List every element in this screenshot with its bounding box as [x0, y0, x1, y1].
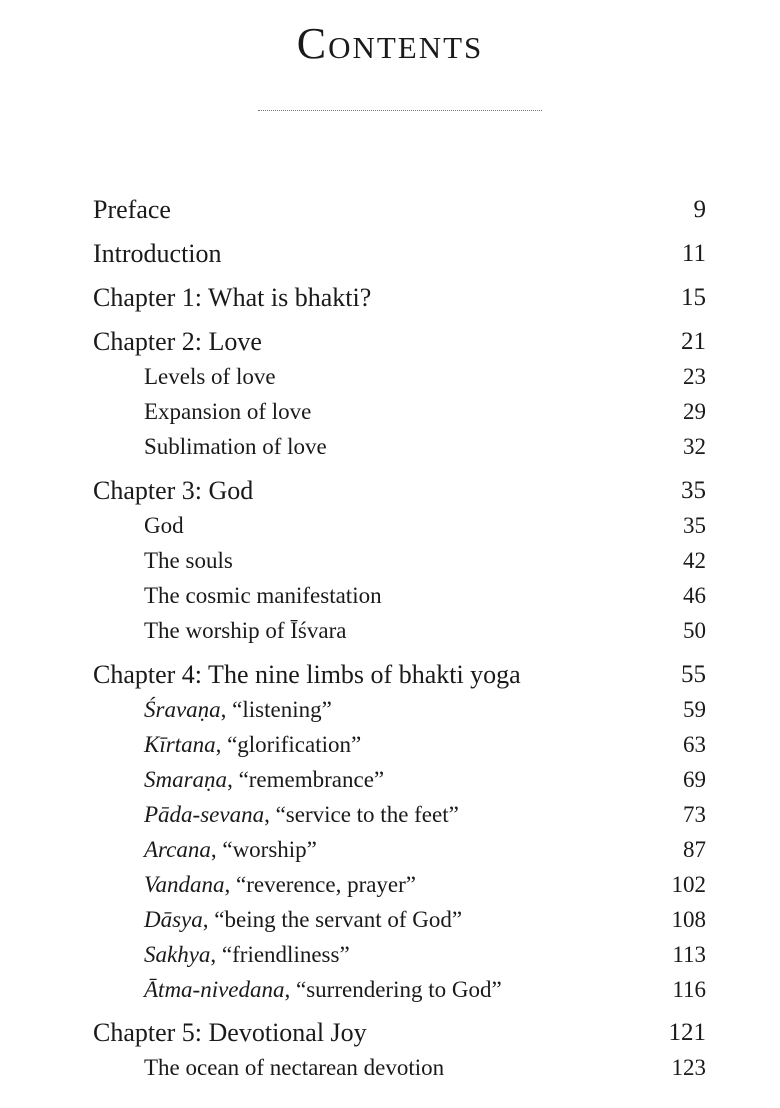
entry-title: The ocean of nectarean devotion — [144, 1055, 445, 1080]
entry-term: Dāsya — [144, 907, 203, 932]
entry-term: Kīrtana — [144, 732, 216, 757]
entry-title — [144, 833, 317, 867]
entry-gloss: , “glorification” — [215, 732, 362, 757]
entry-title: Introduction — [93, 239, 222, 268]
toc-section-entry — [0, 544, 780, 578]
entry-page-number: 123 — [671, 1055, 706, 1080]
entry-page-number: 11 — [681, 240, 706, 267]
entry-title: The souls — [144, 548, 233, 573]
page-title: Contents — [296, 19, 484, 68]
entry-gloss: , “service to the feet” — [264, 802, 459, 827]
entry-title: Preface — [93, 195, 171, 224]
entry-title — [144, 938, 350, 972]
entry-term: Sakhya — [144, 942, 211, 967]
entry-title: Levels of love — [144, 364, 276, 389]
toc-section-entry — [0, 395, 780, 429]
entry-term: Ātma-nivedana — [144, 977, 285, 1002]
toc-section-entry — [0, 579, 780, 613]
toc-section-entry — [0, 614, 780, 648]
entry-page-number: 46 — [683, 583, 706, 608]
entry-page-number: 59 — [683, 697, 706, 722]
toc-section-entry — [0, 430, 780, 464]
entry-page-number: 121 — [668, 1019, 706, 1046]
toc-section-entry — [0, 360, 780, 394]
entry-page-number: 42 — [683, 548, 706, 573]
toc-section-entry — [0, 693, 780, 727]
entry-title: Chapter 4: The nine limbs of bhakti yoga — [93, 660, 521, 689]
entry-page-number: 21 — [681, 328, 706, 355]
entry-gloss: , “surrendering to God” — [284, 977, 502, 1002]
toc-section-entry — [0, 763, 780, 797]
toc-chapter-entry — [0, 658, 780, 692]
entry-title: Expansion of love — [144, 399, 312, 424]
toc-section-entry — [0, 868, 780, 902]
toc-chapter-entry — [0, 474, 780, 508]
entry-term: Vandana — [144, 872, 225, 897]
entry-page-number: 23 — [683, 364, 706, 389]
toc-section-entry — [0, 938, 780, 972]
entry-title — [144, 973, 502, 1007]
entry-page-number: 113 — [672, 942, 706, 967]
entry-title — [144, 693, 332, 727]
entry-title — [144, 728, 361, 762]
entry-page-number: 32 — [683, 434, 706, 459]
entry-page-number: 63 — [683, 732, 706, 757]
toc-section-entry — [0, 903, 780, 937]
entry-title: Chapter 3: God — [93, 476, 254, 505]
toc-chapter-entry — [0, 281, 780, 315]
entry-title: Sublimation of love — [144, 434, 327, 459]
entry-page-number: 9 — [693, 196, 706, 223]
entry-page-number: 108 — [671, 907, 706, 932]
toc-section-entry — [0, 509, 780, 543]
dotted-divider — [258, 110, 542, 111]
entry-page-number: 50 — [683, 618, 706, 643]
toc-section-entry — [0, 728, 780, 762]
entry-title: The worship of Īśvara — [144, 618, 347, 643]
entry-page-number: 29 — [683, 399, 706, 424]
entry-page-number: 87 — [683, 837, 706, 862]
entry-title: Chapter 2: Love — [93, 327, 262, 356]
entry-title: Chapter 5: Devotional Joy — [93, 1018, 367, 1047]
entry-title — [144, 903, 462, 937]
entry-page-number: 35 — [681, 477, 706, 504]
entry-gloss: , “worship” — [210, 837, 317, 862]
toc-chapter-entry — [0, 1016, 780, 1050]
entry-page-number: 102 — [671, 872, 706, 897]
entry-title — [144, 763, 384, 797]
entry-term: Smaraṇa — [144, 767, 228, 792]
toc-chapter-entry — [0, 193, 780, 227]
entry-page-number: 73 — [683, 802, 706, 827]
entry-gloss: , “being the servant of God” — [202, 907, 463, 932]
entry-page-number: 15 — [681, 284, 706, 311]
entry-gloss: , “remembrance” — [227, 767, 385, 792]
entry-title — [144, 868, 416, 902]
toc-chapter-entry — [0, 325, 780, 359]
entry-term: Śravaṇa — [144, 697, 221, 722]
toc-section-entry — [0, 1051, 780, 1085]
entry-title: God — [144, 513, 184, 538]
entry-page-number: 35 — [683, 513, 706, 538]
entry-term: Arcana — [144, 837, 211, 862]
entry-title: The cosmic manifestation — [144, 583, 382, 608]
entry-title — [144, 798, 459, 832]
toc-chapter-entry — [0, 237, 780, 271]
entry-page-number: 116 — [672, 977, 706, 1002]
toc-section-entry — [0, 833, 780, 867]
toc-section-entry — [0, 798, 780, 832]
toc-section-entry — [0, 973, 780, 1007]
entry-page-number: 55 — [681, 661, 706, 688]
entry-term: Pāda-sevana — [144, 802, 265, 827]
entry-gloss: , “listening” — [220, 697, 332, 722]
entry-gloss: , “reverence, prayer” — [224, 872, 417, 897]
entry-page-number: 69 — [683, 767, 706, 792]
entry-gloss: , “friendliness” — [210, 942, 350, 967]
entry-title: Chapter 1: What is bhakti? — [93, 283, 372, 312]
